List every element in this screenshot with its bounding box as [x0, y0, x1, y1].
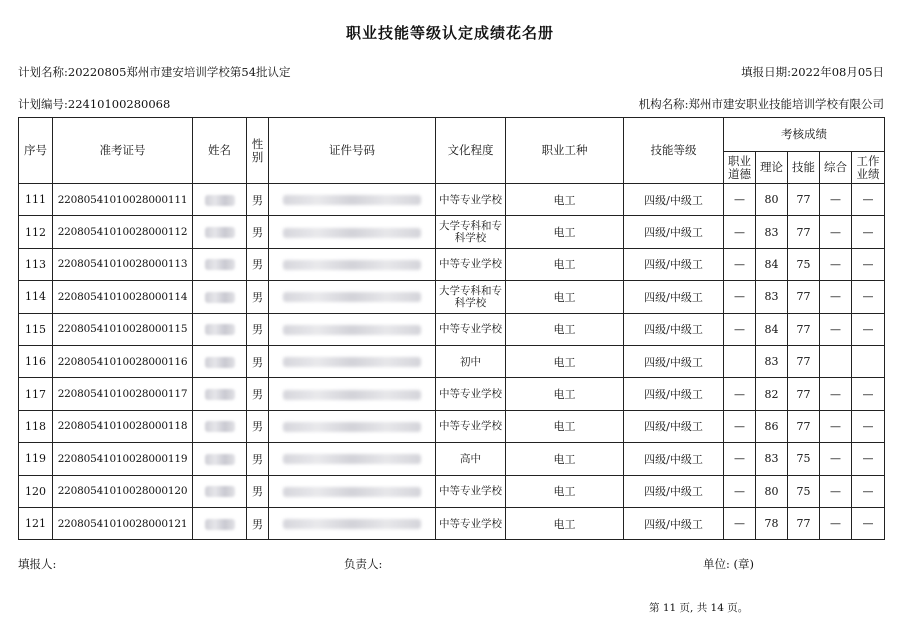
cert-number-cell — [269, 216, 436, 248]
comprehensive-score-cell: — — [820, 216, 852, 248]
skill-level-cell: 四级/中级工 — [624, 475, 724, 507]
seq-cell: 118 — [19, 410, 53, 442]
seq-cell: 116 — [19, 345, 53, 377]
plan-number-label: 计划编号: — [18, 97, 68, 111]
ethics-score-cell: — — [724, 443, 756, 475]
skill-score-cell: 77 — [788, 378, 820, 410]
col-header-level: 技能等级 — [624, 118, 724, 184]
fill-date — [741, 64, 884, 80]
redacted-id-number — [283, 195, 421, 205]
plan-number-value: 22410100280068 — [67, 97, 171, 111]
comprehensive-score-cell: — — [820, 378, 852, 410]
ethics-score-cell: — — [724, 378, 756, 410]
trade-cell: 电工 — [506, 443, 624, 475]
col-header-ethics: 职业道德 — [724, 152, 756, 184]
gender-cell: 男 — [247, 345, 269, 377]
skill-level-cell: 四级/中级工 — [624, 410, 724, 442]
table-row — [19, 313, 885, 345]
skill-score-cell: 77 — [788, 507, 820, 539]
comprehensive-score-cell: — — [820, 475, 852, 507]
ethics-score-cell: — — [724, 410, 756, 442]
redacted-id-number — [283, 422, 421, 432]
theory-score-cell: 83 — [756, 281, 788, 313]
work-score-cell: — — [852, 313, 885, 345]
comprehensive-score-cell: — — [820, 281, 852, 313]
comprehensive-score-cell — [820, 345, 852, 377]
page-indicator: 第 11 页, 共 14 页。 — [649, 602, 749, 614]
ethics-score-cell — [724, 345, 756, 377]
col-header-scores: 考核成绩 — [724, 118, 885, 152]
redacted-name — [205, 324, 235, 335]
cert-number-cell — [269, 443, 436, 475]
gender-cell: 男 — [247, 410, 269, 442]
seq-cell: 121 — [19, 507, 53, 539]
cert-number-cell — [269, 410, 436, 442]
trade-cell: 电工 — [506, 475, 624, 507]
trade-cell: 电工 — [506, 248, 624, 280]
plan-name — [18, 64, 291, 80]
student-name-cell — [193, 281, 247, 313]
skill-level-cell: 四级/中级工 — [624, 313, 724, 345]
redacted-name — [205, 454, 235, 465]
skill-level-cell: 四级/中级工 — [624, 507, 724, 539]
skill-level-cell: 四级/中级工 — [624, 216, 724, 248]
table-row — [19, 443, 885, 475]
skill-level-cell: 四级/中级工 — [624, 345, 724, 377]
education-cell: 中等专业学校 — [436, 248, 506, 280]
table-row — [19, 248, 885, 280]
fill-date-label: 填报日期: — [741, 65, 791, 79]
person-in-charge-label: 负责人: — [344, 557, 383, 571]
redacted-name — [205, 259, 235, 270]
plan-name-label: 计划名称: — [18, 65, 68, 79]
gender-cell: 男 — [247, 443, 269, 475]
ticket-number-cell: 22080541010028000118 — [53, 410, 193, 442]
col-header-trade: 职业工种 — [506, 118, 624, 184]
student-name-cell — [193, 248, 247, 280]
gender-cell: 男 — [247, 475, 269, 507]
student-name-cell — [193, 410, 247, 442]
col-header-gender: 性别 — [247, 118, 269, 184]
work-score-cell: — — [852, 248, 885, 280]
gender-cell: 男 — [247, 507, 269, 539]
col-header-comprehensive: 综合 — [820, 152, 852, 184]
col-header-work: 工作业绩 — [852, 152, 885, 184]
theory-score-cell: 82 — [756, 378, 788, 410]
comprehensive-score-cell: — — [820, 410, 852, 442]
work-score-cell: — — [852, 443, 885, 475]
ethics-score-cell: — — [724, 216, 756, 248]
student-name-cell — [193, 378, 247, 410]
redacted-id-number — [283, 390, 421, 400]
col-header-seq: 序号 — [19, 118, 53, 184]
redacted-id-number — [283, 292, 421, 302]
skill-score-cell: 77 — [788, 313, 820, 345]
work-score-cell: — — [852, 184, 885, 216]
theory-score-cell: 83 — [756, 216, 788, 248]
ticket-number-cell: 22080541010028000117 — [53, 378, 193, 410]
ticket-number-cell: 22080541010028000111 — [53, 184, 193, 216]
trade-cell: 电工 — [506, 281, 624, 313]
theory-score-cell: 84 — [756, 248, 788, 280]
work-score-cell: — — [852, 475, 885, 507]
ticket-number-cell: 22080541010028000121 — [53, 507, 193, 539]
redacted-name — [205, 389, 235, 400]
skill-score-cell: 75 — [788, 475, 820, 507]
table-row — [19, 184, 885, 216]
education-cell: 大学专科和专科学校 — [436, 281, 506, 313]
student-name-cell — [193, 216, 247, 248]
org-name-label: 机构名称: — [638, 97, 689, 111]
redacted-id-number — [283, 325, 421, 335]
work-score-cell: — — [852, 281, 885, 313]
table-row — [19, 410, 885, 442]
ticket-number-cell: 22080541010028000119 — [53, 443, 193, 475]
trade-cell: 电工 — [506, 410, 624, 442]
comprehensive-score-cell: — — [820, 507, 852, 539]
work-score-cell: — — [852, 410, 885, 442]
student-name-cell — [193, 345, 247, 377]
skill-score-cell: 75 — [788, 248, 820, 280]
plan-number — [18, 96, 170, 112]
cert-number-cell — [269, 507, 436, 539]
seq-cell: 117 — [19, 378, 53, 410]
cert-number-cell — [269, 184, 436, 216]
student-name-cell — [193, 443, 247, 475]
student-name-cell — [193, 507, 247, 539]
theory-score-cell: 83 — [756, 443, 788, 475]
trade-cell: 电工 — [506, 378, 624, 410]
gender-cell: 男 — [247, 248, 269, 280]
trade-cell: 电工 — [506, 313, 624, 345]
skill-score-cell: 77 — [788, 345, 820, 377]
cert-number-cell — [269, 281, 436, 313]
comprehensive-score-cell: — — [820, 184, 852, 216]
comprehensive-score-cell: — — [820, 248, 852, 280]
education-cell: 中等专业学校 — [436, 184, 506, 216]
table-row — [19, 378, 885, 410]
education-cell: 初中 — [436, 345, 506, 377]
redacted-id-number — [283, 454, 421, 464]
filler-label: 填报人: — [18, 557, 57, 571]
theory-score-cell: 80 — [756, 475, 788, 507]
table-row — [19, 507, 885, 539]
ethics-score-cell: — — [724, 248, 756, 280]
redacted-name — [205, 519, 235, 530]
theory-score-cell: 84 — [756, 313, 788, 345]
ethics-score-cell: — — [724, 184, 756, 216]
student-name-cell — [193, 184, 247, 216]
education-cell: 中等专业学校 — [436, 378, 506, 410]
redacted-id-number — [283, 260, 421, 270]
work-score-cell: — — [852, 378, 885, 410]
unit-seal-label: 单位: (章) — [703, 557, 755, 571]
ethics-score-cell: — — [724, 507, 756, 539]
redacted-id-number — [283, 228, 421, 238]
skill-score-cell: 77 — [788, 184, 820, 216]
table-row — [19, 475, 885, 507]
education-cell: 中等专业学校 — [436, 507, 506, 539]
gender-cell: 男 — [247, 313, 269, 345]
education-cell: 高中 — [436, 443, 506, 475]
education-cell: 中等专业学校 — [436, 410, 506, 442]
redacted-id-number — [283, 487, 421, 497]
col-header-ticket: 准考证号 — [53, 118, 193, 184]
education-cell: 中等专业学校 — [436, 313, 506, 345]
document-title: 职业技能等级认定成绩花名册 — [345, 24, 554, 42]
cert-number-cell — [269, 475, 436, 507]
seq-cell: 114 — [19, 281, 53, 313]
plan-name-value: 20220805郑州市建安培训学校第54批认定 — [67, 65, 291, 79]
seq-cell: 111 — [19, 184, 53, 216]
skill-level-cell: 四级/中级工 — [624, 281, 724, 313]
table-row — [19, 345, 885, 377]
skill-level-cell: 四级/中级工 — [624, 443, 724, 475]
comprehensive-score-cell: — — [820, 313, 852, 345]
ethics-score-cell: — — [724, 281, 756, 313]
cert-number-cell — [269, 313, 436, 345]
cert-number-cell — [269, 248, 436, 280]
redacted-name — [205, 227, 235, 238]
ticket-number-cell: 22080541010028000115 — [53, 313, 193, 345]
col-header-skill: 技能 — [788, 152, 820, 184]
col-header-theory: 理论 — [756, 152, 788, 184]
gender-cell: 男 — [247, 184, 269, 216]
trade-cell: 电工 — [506, 184, 624, 216]
cert-number-cell — [269, 345, 436, 377]
ticket-number-cell: 22080541010028000113 — [53, 248, 193, 280]
col-header-edu: 文化程度 — [436, 118, 506, 184]
seq-cell: 120 — [19, 475, 53, 507]
table-row — [19, 281, 885, 313]
cert-number-cell — [269, 378, 436, 410]
gender-cell: 男 — [247, 281, 269, 313]
col-header-cert: 证件号码 — [269, 118, 436, 184]
redacted-name — [205, 421, 235, 432]
theory-score-cell: 80 — [756, 184, 788, 216]
work-score-cell: — — [852, 216, 885, 248]
gender-cell: 男 — [247, 378, 269, 410]
work-score-cell — [852, 345, 885, 377]
trade-cell: 电工 — [506, 345, 624, 377]
trade-cell: 电工 — [506, 507, 624, 539]
skill-score-cell: 77 — [788, 281, 820, 313]
seq-cell: 113 — [19, 248, 53, 280]
comprehensive-score-cell: — — [820, 443, 852, 475]
score-roster-table — [18, 117, 885, 540]
skill-level-cell: 四级/中级工 — [624, 248, 724, 280]
org-name — [639, 96, 884, 112]
skill-score-cell: 77 — [788, 410, 820, 442]
seq-cell: 112 — [19, 216, 53, 248]
redacted-name — [205, 486, 235, 497]
fill-date-value: 2022年08月05日 — [790, 65, 884, 79]
table-row — [19, 216, 885, 248]
gender-cell: 男 — [247, 216, 269, 248]
redacted-name — [205, 195, 235, 206]
org-name-value: 郑州市建安职业技能培训学校有限公司 — [688, 97, 884, 111]
skill-score-cell: 77 — [788, 216, 820, 248]
education-cell: 大学专科和专科学校 — [436, 216, 506, 248]
theory-score-cell: 86 — [756, 410, 788, 442]
redacted-id-number — [283, 357, 421, 367]
ticket-number-cell: 22080541010028000114 — [53, 281, 193, 313]
ethics-score-cell: — — [724, 475, 756, 507]
seq-cell: 119 — [19, 443, 53, 475]
work-score-cell: — — [852, 507, 885, 539]
skill-level-cell: 四级/中级工 — [624, 378, 724, 410]
trade-cell: 电工 — [506, 216, 624, 248]
theory-score-cell: 78 — [756, 507, 788, 539]
skill-score-cell: 75 — [788, 443, 820, 475]
theory-score-cell: 83 — [756, 345, 788, 377]
student-name-cell — [193, 475, 247, 507]
education-cell: 中等专业学校 — [436, 475, 506, 507]
redacted-id-number — [283, 519, 421, 529]
skill-level-cell: 四级/中级工 — [624, 184, 724, 216]
redacted-name — [205, 292, 235, 303]
col-header-name: 姓名 — [193, 118, 247, 184]
seq-cell: 115 — [19, 313, 53, 345]
ticket-number-cell: 22080541010028000112 — [53, 216, 193, 248]
student-name-cell — [193, 313, 247, 345]
ticket-number-cell: 22080541010028000116 — [53, 345, 193, 377]
redacted-name — [205, 357, 235, 368]
ethics-score-cell: — — [724, 313, 756, 345]
ticket-number-cell: 22080541010028000120 — [53, 475, 193, 507]
